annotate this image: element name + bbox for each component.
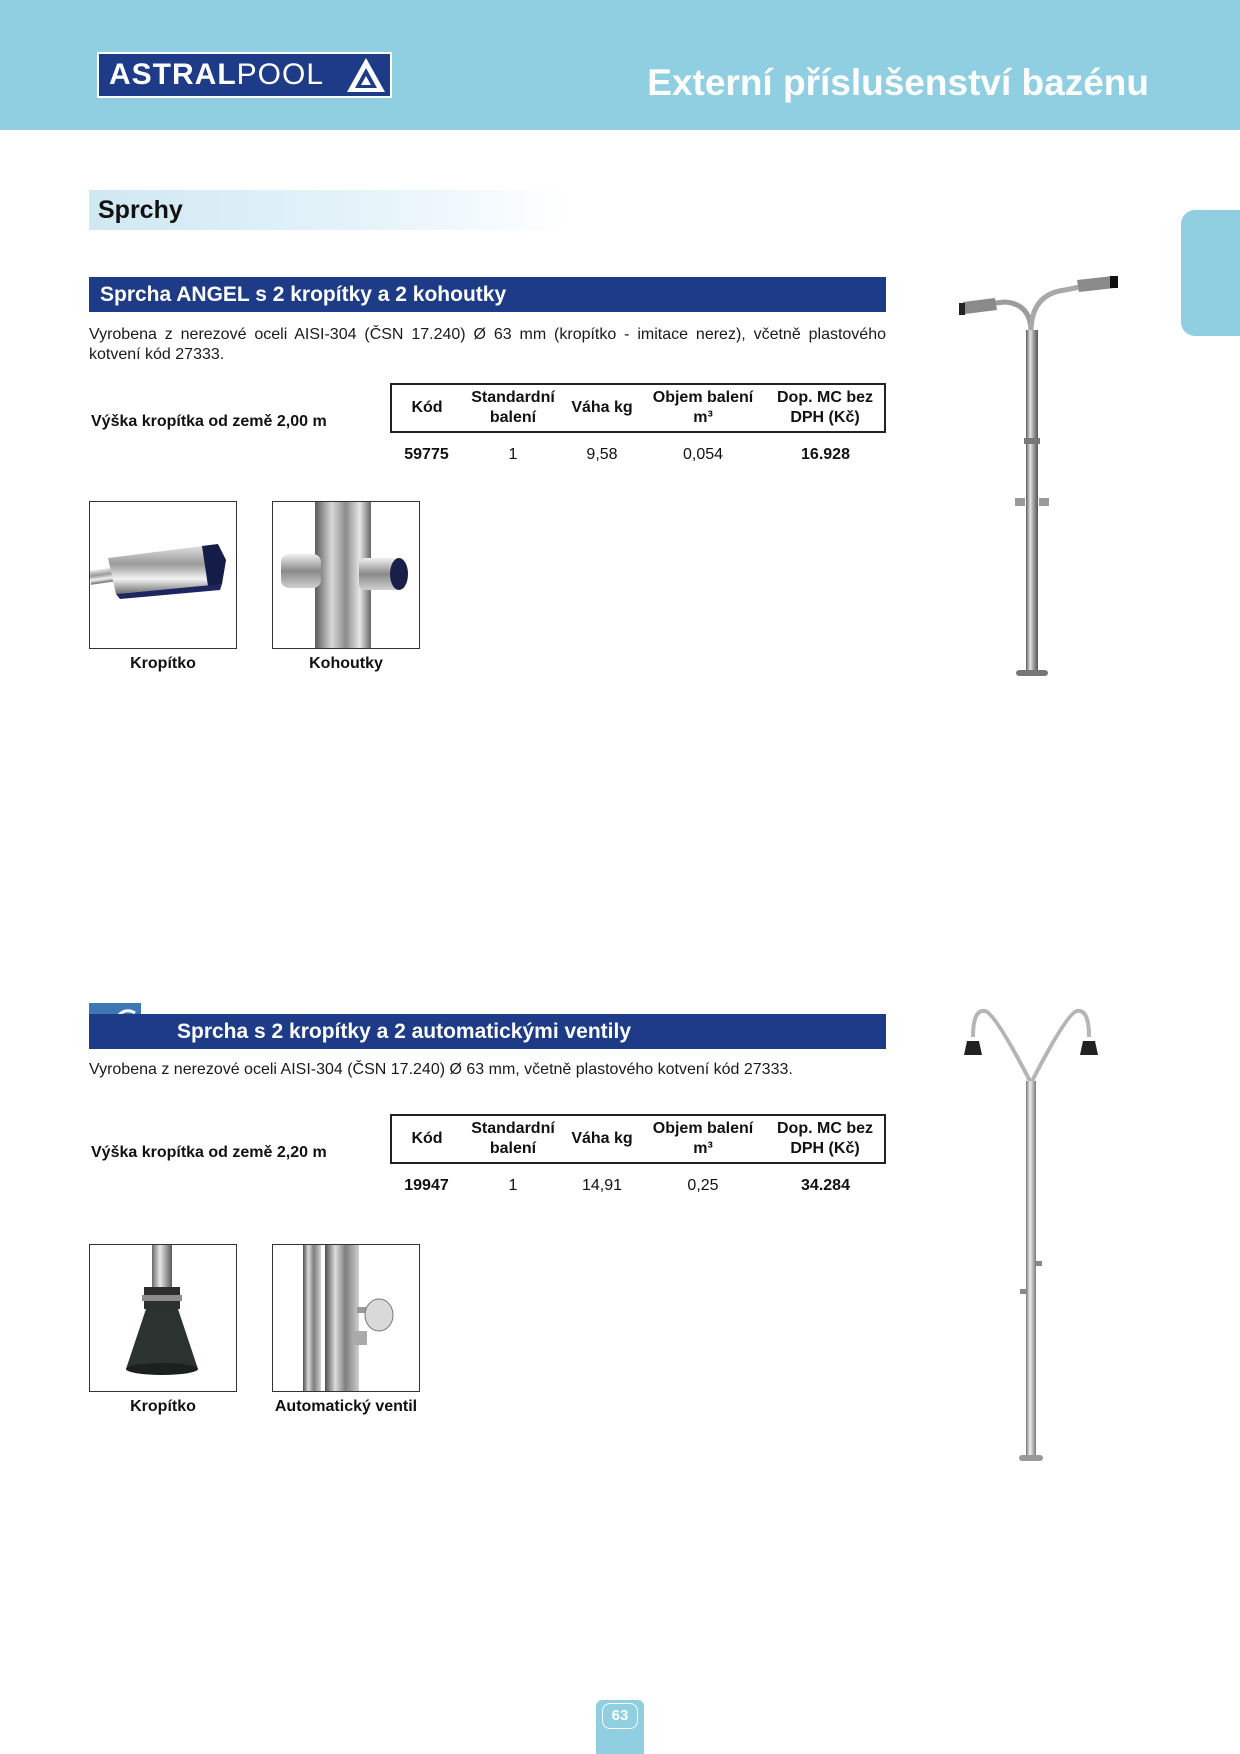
cell-weight: 14,91	[581, 1177, 623, 1194]
spec-table	[390, 1114, 886, 1195]
cell-volume: 0,054	[682, 446, 724, 463]
product-title-bar	[89, 277, 886, 312]
cell-package: 1	[508, 1177, 518, 1194]
col-header: Dop. MC bez DPH (Kč)	[777, 1120, 873, 1157]
col-header: Standardní balení	[471, 389, 555, 426]
cell-price: 34.284	[801, 1177, 850, 1194]
section-heading	[89, 190, 569, 230]
height-label: Výška kropítka od země 2,20 m	[91, 1144, 327, 1161]
product-description: Vyrobena z nerezové oceli AISI-304 (ČSN 17.240) Ø 63 mm, včetně plastového kotvení kód 27333.	[89, 1061, 793, 1078]
detail-image-taps	[272, 501, 420, 649]
col-header: Kód	[411, 399, 443, 416]
shower-angel-photo	[955, 272, 1135, 702]
shower-head-cone-icon	[90, 1245, 236, 1391]
detail-image-shower-head	[89, 501, 237, 649]
astralpool-logo	[97, 52, 392, 98]
detail-caption: Kropítko	[130, 655, 196, 672]
product-title: Sprcha ANGEL s 2 kropítky a 2 kohoutky	[100, 283, 507, 306]
detail-image-shower-head	[89, 1244, 237, 1392]
tap-knobs-icon	[273, 502, 419, 648]
cell-package: 1	[508, 446, 518, 463]
product-description: Vyrobena z nerezové oceli AISI-304 (ČSN 17.240) Ø 63 mm (kropítko - imitace nerez), včetně plastového kotvení kód 27333.	[89, 326, 886, 363]
shower-head-cylinder-icon	[90, 502, 236, 648]
col-header: Váha kg	[571, 399, 633, 416]
detail-caption: Automatický ventil	[274, 1398, 418, 1415]
col-header: Dop. MC bez DPH (Kč)	[777, 389, 873, 426]
side-tab	[1181, 210, 1240, 336]
automatic-valve-icon	[273, 1245, 419, 1391]
detail-image-valve	[272, 1244, 420, 1392]
logo-text	[99, 58, 324, 92]
section-title: Sprchy	[98, 196, 183, 224]
product-title-bar	[89, 1014, 886, 1049]
shower-automatic-photo	[955, 1003, 1105, 1465]
detail-caption: Kohoutky	[309, 655, 383, 672]
cell-volume: 0,25	[687, 1177, 719, 1194]
product-title: Sprcha s 2 kropítky a 2 automatickými ventily	[177, 1020, 632, 1043]
cell-price: 16.928	[801, 446, 850, 463]
page-number: 63	[602, 1703, 638, 1729]
table-row	[391, 432, 885, 464]
height-label: Výška kropítka od země 2,00 m	[91, 413, 327, 430]
logo-triangle-icon	[344, 54, 388, 96]
spec-table-header	[391, 384, 885, 432]
spec-table	[390, 383, 886, 464]
logo-text-light: POOL	[236, 58, 325, 91]
col-header: Objem balení m³	[652, 1120, 754, 1157]
page-number-tab	[596, 1700, 644, 1754]
cell-weight: 9,58	[586, 446, 618, 463]
cell-code: 59775	[404, 446, 449, 463]
col-header: Standardní balení	[471, 1120, 555, 1157]
col-header: Kód	[411, 1130, 443, 1147]
cell-code: 19947	[404, 1177, 449, 1194]
col-header: Objem balení m³	[652, 389, 754, 426]
table-row	[391, 1163, 885, 1195]
detail-caption: Kropítko	[130, 1398, 196, 1415]
page-title: Externí příslušenství bazénu	[647, 62, 1149, 103]
logo-text-bold: ASTRAL	[109, 58, 237, 91]
spec-table-header	[391, 1115, 885, 1163]
col-header: Váha kg	[571, 1130, 633, 1147]
